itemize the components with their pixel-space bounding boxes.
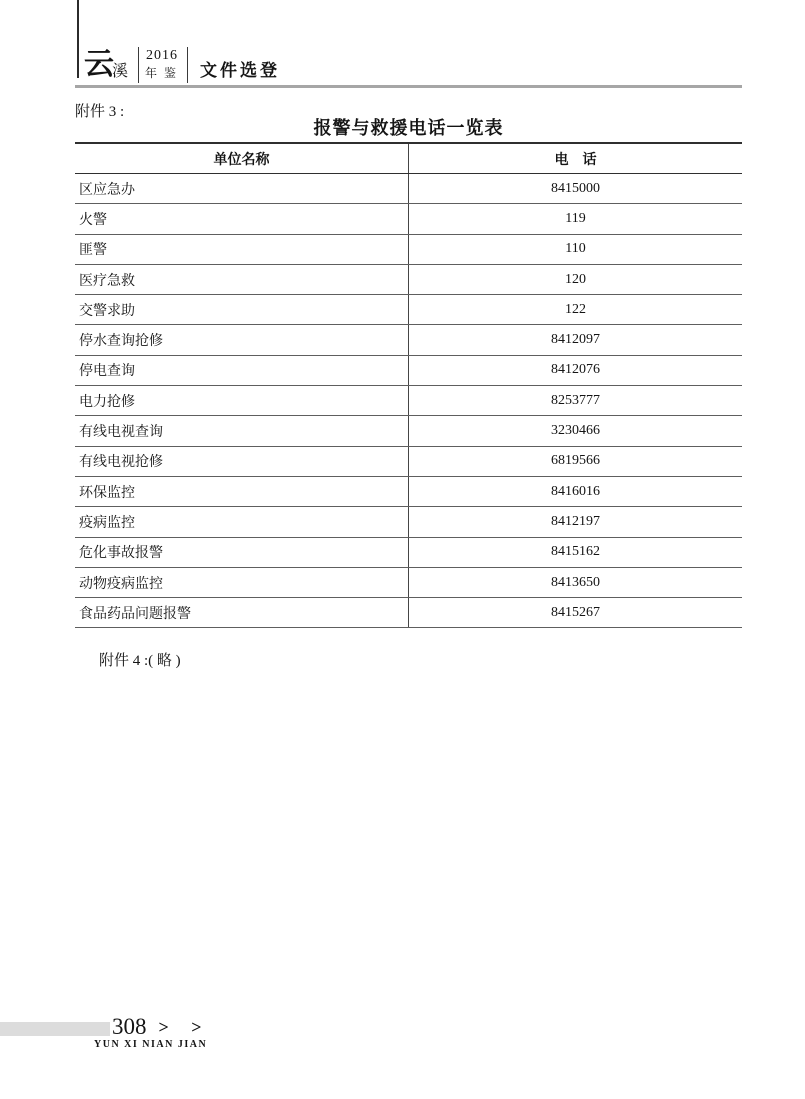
page-arrows-icon: > > [158, 1017, 211, 1038]
unit-name-cell: 动物疫病监控 [75, 567, 409, 597]
phone-cell: 119 [409, 204, 743, 234]
phone-cell: 8415000 [409, 174, 743, 204]
footer-pinyin: YUN XI NIAN JIAN [94, 1039, 208, 1050]
phone-cell: 8416016 [409, 476, 743, 506]
table-row [75, 598, 742, 628]
phone-cell: 120 [409, 264, 743, 294]
table-row [75, 476, 742, 506]
section-title: 文件选登 [200, 61, 280, 80]
table-row [75, 325, 742, 355]
phone-cell: 122 [409, 295, 743, 325]
column-header-unit-name: 单位名称 [75, 143, 409, 174]
logo-divider-right [187, 47, 188, 83]
phone-cell: 3230466 [409, 416, 743, 446]
column-header-phone: 电 话 [409, 143, 743, 174]
logo-divider-left [138, 47, 139, 83]
logo-yearbook-label: 年 鉴 [145, 66, 179, 80]
phone-cell: 8412076 [409, 355, 743, 385]
logo-char-big: 云 [84, 48, 114, 81]
table-row [75, 264, 742, 294]
table-row [75, 446, 742, 476]
phone-cell: 8412097 [409, 325, 743, 355]
page-number: 308 [112, 1014, 147, 1039]
phone-table-body [75, 174, 742, 628]
logo-year: 2016 [146, 48, 178, 63]
phone-table [75, 142, 742, 628]
phone-table-head [75, 143, 742, 174]
unit-name-cell: 停水查询抢修 [75, 325, 409, 355]
table-row [75, 204, 742, 234]
unit-name-cell: 电力抢修 [75, 386, 409, 416]
footer-page-number-row [112, 1014, 211, 1039]
table-row [75, 174, 742, 204]
phone-cell: 8412197 [409, 507, 743, 537]
table-title: 报警与救援电话一览表 [313, 118, 504, 138]
attachment3-label: 附件 3 : [75, 104, 125, 120]
phone-cell: 8415162 [409, 537, 743, 567]
phone-cell: 6819566 [409, 446, 743, 476]
phone-cell: 110 [409, 234, 743, 264]
phone-cell: 8253777 [409, 386, 743, 416]
unit-name-cell: 交警求助 [75, 295, 409, 325]
unit-name-cell: 危化事故报警 [75, 537, 409, 567]
table-row [75, 355, 742, 385]
header-row [75, 143, 742, 174]
unit-name-cell: 有线电视抢修 [75, 446, 409, 476]
logo-char-small: 溪 [112, 63, 129, 80]
unit-name-cell: 疫病监控 [75, 507, 409, 537]
top-left-vertical-rule [77, 0, 79, 78]
unit-name-cell: 停电查询 [75, 355, 409, 385]
table-row [75, 507, 742, 537]
table-row [75, 295, 742, 325]
phone-cell: 8415267 [409, 598, 743, 628]
attachment4-label: 附件 4 :( 略 ) [99, 653, 181, 669]
footer-gray-bar [0, 1022, 110, 1036]
unit-name-cell: 匪警 [75, 234, 409, 264]
unit-name-cell: 食品药品问题报警 [75, 598, 409, 628]
header-rule [75, 85, 742, 88]
table-row [75, 234, 742, 264]
unit-name-cell: 环保监控 [75, 476, 409, 506]
unit-name-cell: 火警 [75, 204, 409, 234]
phone-cell: 8413650 [409, 567, 743, 597]
table-row [75, 386, 742, 416]
unit-name-cell: 医疗急救 [75, 264, 409, 294]
table-row [75, 416, 742, 446]
table-row [75, 537, 742, 567]
table-row [75, 567, 742, 597]
unit-name-cell: 有线电视查询 [75, 416, 409, 446]
unit-name-cell: 区应急办 [75, 174, 409, 204]
